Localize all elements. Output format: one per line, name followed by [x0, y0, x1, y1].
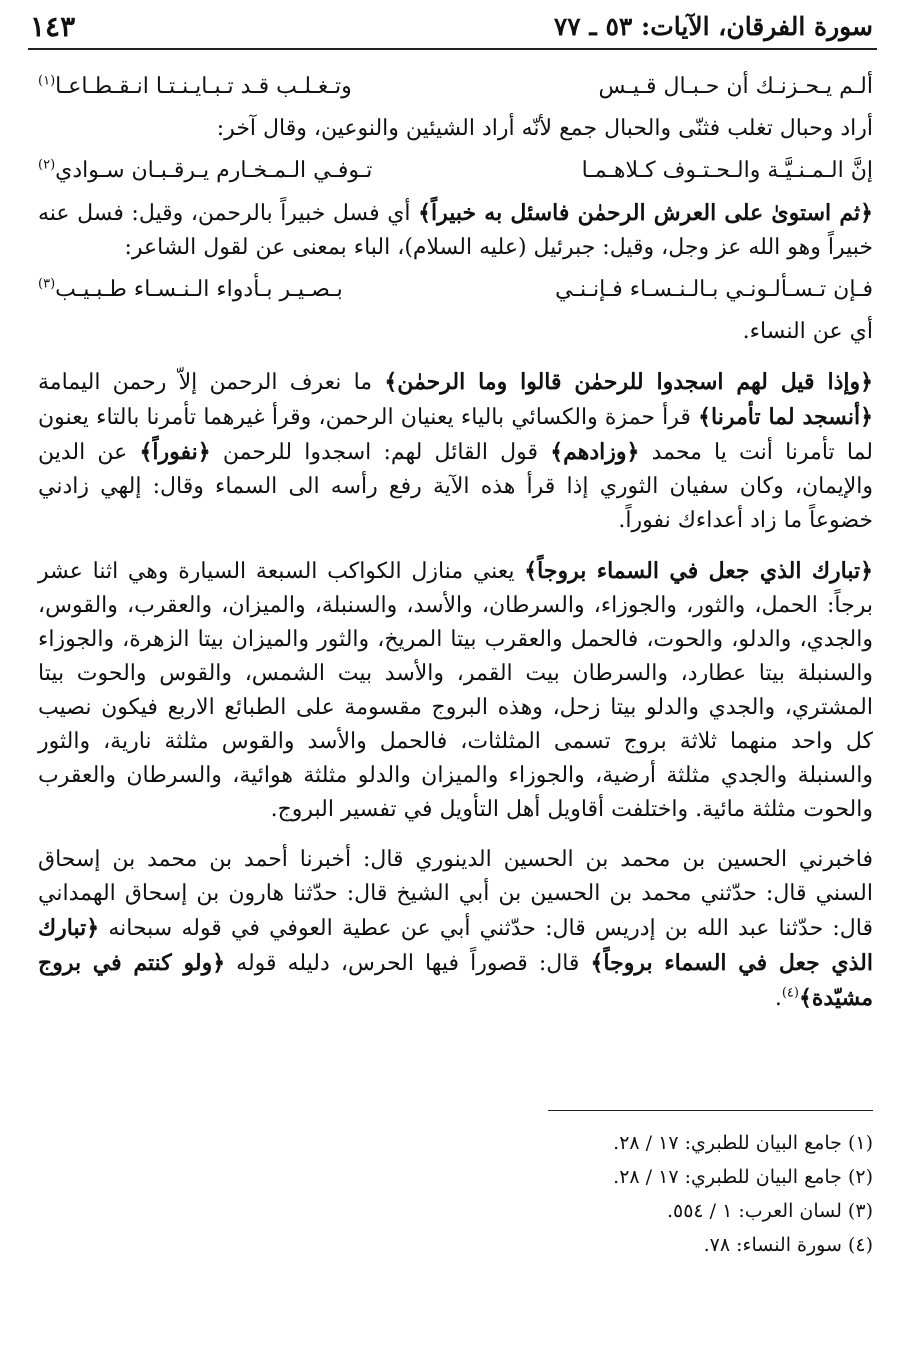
paragraph-1: أراد وحبال تغلب فثنّى والحبال جمع لأنّه أراد الشيئين والنوعين، وقال آخر: [216, 116, 873, 141]
page-number: ١٤٣ [30, 10, 76, 43]
paragraph-4 [38, 365, 873, 538]
quran-quote: ﴿ثم استوىٰ على العرش الرحمٰن فاسئل به خبيراً﴾ [418, 200, 873, 226]
footnote-ref-2: (٢) [38, 157, 56, 173]
paragraph-2 [38, 196, 873, 265]
paragraph-6 [38, 843, 873, 1016]
quran-quote: ﴿وزادهم﴾ [550, 439, 640, 465]
footnote-3: (٣) لسان العرب: ١ / ٥٥٤. [666, 1200, 873, 1222]
verse-text: وتـغـلـب قـد تـبـايـنـتـا انـقـطـاعـا [55, 74, 352, 99]
header-rule [28, 48, 877, 50]
paragraph-text: قول القائل لهم: اسجدوا للرحمن [210, 440, 551, 465]
footnote-ref-4: (٤) [781, 985, 799, 1001]
poetry-verse-3 [38, 273, 873, 307]
verse-hemistich-first: ألـم يـحـزنـك أن حـبـال قـيـس [598, 74, 873, 99]
footnote-rule [548, 1110, 873, 1111]
paragraph-text: فاخبرني الحسين بن محمد بن الحسين الدينوري قال: أخبرنا أحمد بن محمد بن إسحاق السني قال: حدّثني محمد بن الحسين بن أبي الشيخ قال: حدّثنا هارون بن إسحاق الهمداني قال: حدّثنا عبد الله بن إدريس قال: حدّثني أبي عن عطية العوفي في قوله سبحانه [38, 847, 873, 941]
quran-quote: ﴿نفوراً﴾ [139, 439, 211, 465]
paragraph-text: ما نعرف الرحمن إلاّ رحمن اليمامة [38, 370, 385, 395]
quran-quote: ﴿تبارك الذي جعل في السماء بروجاً﴾ [38, 915, 873, 976]
footnote-1: (١) جامع البيان للطبري: ١٧ / ٢٨. [613, 1132, 873, 1154]
main-text [38, 62, 873, 1016]
verse-hemistich-first: إنَّ الـمـنـيَّـة والـحـتـوف كـلاهـمـا [581, 158, 873, 183]
paragraph-text: أي فسل خبيراً بالرحمن، وقيل: فسل عنه خبيراً وهو الله عز وجل، وقيل: جبرئيل (عليه السلام)، الباء بمعنى عن لقول الشاعر: [38, 201, 873, 260]
verse-text: بـصـيـر بـأدواء الـنـسـاء طـبـيـب [55, 277, 343, 302]
verse-hemistich-second [38, 273, 343, 307]
footnote-2: (٢) جامع البيان للطبري: ١٧ / ٢٨. [613, 1166, 873, 1188]
verse-hemistich-second [38, 154, 372, 188]
running-title: سورة الفرقان، الآيات: ٥٣ ـ ٧٧ [553, 12, 873, 41]
footnote-ref-1: (١) [38, 73, 56, 89]
paragraph-text: يعني منازل الكواكب السبعة السيارة وهي اثنا عشر برجاً: الحمل، والثور، والجوزاء، والسرطان، والأسد، والسنبلة، والميزان، والعقرب، والقوس، والجدي، والدلو، والحوت، فالحمل والعقرب بيتا المريخ، والثور والميزان بيتا الزهرة، والجوزاء والسنبلة بيتا عطارد، والسرطان بيت القمر، والأسد بيت الشمس، والقوس والحوت بيتا المشتري، والجدي والدلو بيتا زحل، وهذه البروج مقسومة على الطبائع الاربع فيكون نصيب كل واحد منهما ثلاثة بروج تسمى المثلثات، فالحمل والأسد والقوس مثلثة نارية، والثور والسنبلة والجدي مثلثة أرضية، والجوزاء والميزان والدلو مثلثة هوائية، والسرطان والعقرب والحوت مثلثة مائية. واختلفت أقاويل أهل التأويل في تفسير البروج. [38, 559, 873, 822]
verse-hemistich-second [38, 70, 352, 104]
paragraph-end: . [774, 986, 782, 1011]
paragraph-text: عن الدين والإيمان، وكان سفيان الثوري إذا قرأ هذه الآية رفع رأسه الى السماء وقال: إلهي زادني خضوعاً ما زاد أعداءك نفوراً. [38, 440, 873, 533]
footnote-ref-3: (٣) [38, 276, 56, 292]
quran-quote: ﴿أنسجد لما تأمرنا﴾ [698, 404, 873, 430]
verse-text: تـوفـي الـمـخـارم يـرقـبـان سـوادي [55, 158, 373, 183]
poetry-verse-2 [38, 154, 873, 188]
page-header [30, 8, 873, 48]
paragraph-text: قال: قصوراً فيها الحرس، دليله قوله [225, 951, 591, 976]
footnotes [373, 1126, 873, 1262]
paragraph-5 [38, 554, 873, 827]
poetry-verse-1 [38, 70, 873, 104]
quran-quote: ﴿تبارك الذي جعل في السماء بروجاً﴾ [524, 558, 873, 584]
paragraph-text: قرأ حمزة والكسائي بالياء يعنيان الرحمن، وقرأ غيرهما تأمرنا بالتاء يعنون لما تأمرنا أنت يا محمد [38, 405, 873, 465]
footnote-4: (٤) سورة النساء: ٧٨. [703, 1234, 873, 1256]
quran-quote: ﴿وإذا قيل لهم اسجدوا للرحمٰن قالوا وما الرحمٰن﴾ [384, 369, 873, 395]
paragraph-3: أي عن النساء. [742, 319, 873, 344]
quran-quote: ﴿ولو كنتم في بروج مشيّدة﴾ [38, 950, 873, 1011]
verse-hemistich-first: فـإن تـسـألـونـي بـالـنـسـاء فـإنـنـي [555, 277, 873, 302]
